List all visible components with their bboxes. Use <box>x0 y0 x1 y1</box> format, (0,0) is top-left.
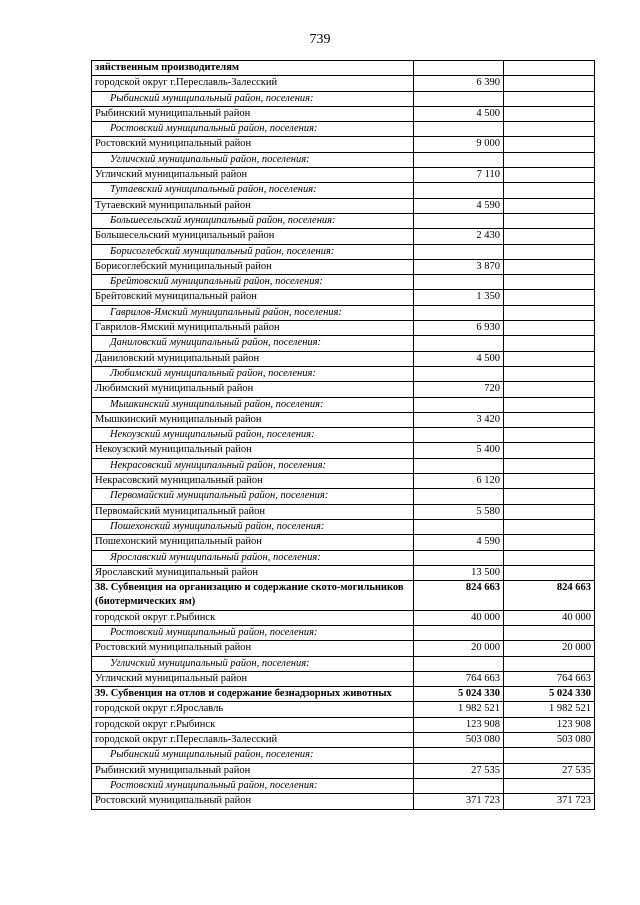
section-header-row <box>92 778 595 793</box>
value-cell-1 <box>414 550 504 565</box>
value-cell-2 <box>504 229 595 244</box>
value-cell-1 <box>414 91 504 106</box>
name-cell: Пошехонский муниципальный район, поселения: <box>92 519 414 534</box>
value-cell-2 <box>504 336 595 351</box>
name-cell: городской округ г.Рыбинск <box>92 717 414 732</box>
value-cell-1 <box>414 122 504 137</box>
name-cell: Борисоглебский муниципальный район, поселения: <box>92 244 414 259</box>
table-row <box>92 382 595 397</box>
name-cell: Тутаевский муниципальный район <box>92 198 414 213</box>
value-cell-2 <box>504 152 595 167</box>
value-cell-2 <box>504 305 595 320</box>
subvention-row <box>92 61 595 76</box>
value-cell-1: 720 <box>414 382 504 397</box>
name-cell: Рыбинский муниципальный район <box>92 763 414 778</box>
value-cell-1: 6 120 <box>414 474 504 489</box>
section-header-row <box>92 213 595 228</box>
section-header-row <box>92 122 595 137</box>
table-row <box>92 763 595 778</box>
value-cell-2 <box>504 321 595 336</box>
value-cell-1 <box>414 625 504 640</box>
section-header-row <box>92 748 595 763</box>
name-cell: Первомайский муниципальный район <box>92 504 414 519</box>
value-cell-1: 2 430 <box>414 229 504 244</box>
table-row <box>92 794 595 809</box>
value-cell-1: 20 000 <box>414 641 504 656</box>
name-cell: Пошехонский муниципальный район <box>92 535 414 550</box>
value-cell-2 <box>504 275 595 290</box>
value-cell-1 <box>414 458 504 473</box>
value-cell-1: 40 000 <box>414 610 504 625</box>
table-row <box>92 535 595 550</box>
value-cell-2 <box>504 550 595 565</box>
table-row <box>92 259 595 274</box>
value-cell-2: 27 535 <box>504 763 595 778</box>
name-cell: 38. Субвенция на организацию и содержание ското-могильников (биотермических ям) <box>92 581 414 611</box>
name-cell: Борисоглебский муниципальный район <box>92 259 414 274</box>
section-header-row <box>92 305 595 320</box>
value-cell-1: 824 663 <box>414 581 504 611</box>
value-cell-1: 371 723 <box>414 794 504 809</box>
value-cell-2 <box>504 382 595 397</box>
section-header-row <box>92 244 595 259</box>
table-row <box>92 168 595 183</box>
value-cell-2: 764 663 <box>504 671 595 686</box>
value-cell-2 <box>504 213 595 228</box>
table-row <box>92 565 595 580</box>
value-cell-2 <box>504 397 595 412</box>
name-cell: Угличский муниципальный район <box>92 671 414 686</box>
value-cell-2: 40 000 <box>504 610 595 625</box>
name-cell: Первомайский муниципальный район, поселения: <box>92 489 414 504</box>
value-cell-2: 123 908 <box>504 717 595 732</box>
table-row <box>92 229 595 244</box>
value-cell-1: 4 500 <box>414 351 504 366</box>
value-cell-1: 4 500 <box>414 106 504 121</box>
table-row <box>92 198 595 213</box>
subvention-row <box>92 581 595 611</box>
section-header-row <box>92 458 595 473</box>
name-cell: Некрасовский муниципальный район, поселения: <box>92 458 414 473</box>
name-cell: Рыбинский муниципальный район, поселения: <box>92 748 414 763</box>
value-cell-2 <box>504 351 595 366</box>
section-header-row <box>92 152 595 167</box>
value-cell-1 <box>414 778 504 793</box>
value-cell-1: 27 535 <box>414 763 504 778</box>
name-cell: Ростовский муниципальный район <box>92 794 414 809</box>
value-cell-1: 5 024 330 <box>414 687 504 702</box>
value-cell-2: 371 723 <box>504 794 595 809</box>
value-cell-1 <box>414 61 504 76</box>
table-row <box>92 321 595 336</box>
name-cell: Ростовский муниципальный район, поселения: <box>92 778 414 793</box>
value-cell-2: 824 663 <box>504 581 595 611</box>
name-cell: Ярославский муниципальный район <box>92 565 414 580</box>
value-cell-1: 5 580 <box>414 504 504 519</box>
name-cell: Ростовский муниципальный район, поселения: <box>92 122 414 137</box>
table-row <box>92 504 595 519</box>
value-cell-2: 5 024 330 <box>504 687 595 702</box>
value-cell-2 <box>504 458 595 473</box>
value-cell-1 <box>414 489 504 504</box>
value-cell-1: 9 000 <box>414 137 504 152</box>
table-row <box>92 443 595 458</box>
value-cell-1: 7 110 <box>414 168 504 183</box>
value-cell-2 <box>504 474 595 489</box>
name-cell: Угличский муниципальный район, поселения: <box>92 656 414 671</box>
table-row <box>92 137 595 152</box>
value-cell-2 <box>504 428 595 443</box>
value-cell-2 <box>504 198 595 213</box>
name-cell: Некоузский муниципальный район <box>92 443 414 458</box>
value-cell-2 <box>504 290 595 305</box>
value-cell-2 <box>504 625 595 640</box>
value-cell-2 <box>504 535 595 550</box>
table-row <box>92 641 595 656</box>
name-cell: Гаврилов-Ямский муниципальный район, поселения: <box>92 305 414 320</box>
value-cell-1 <box>414 244 504 259</box>
name-cell: Брейтовский муниципальный район, поселения: <box>92 275 414 290</box>
table-row <box>92 76 595 91</box>
section-header-row <box>92 275 595 290</box>
table-row <box>92 351 595 366</box>
section-header-row <box>92 489 595 504</box>
name-cell: Любимский муниципальный район, поселения: <box>92 366 414 381</box>
value-cell-2 <box>504 259 595 274</box>
value-cell-1: 764 663 <box>414 671 504 686</box>
section-header-row <box>92 366 595 381</box>
value-cell-1 <box>414 366 504 381</box>
subvention-row <box>92 687 595 702</box>
name-cell: Некрасовский муниципальный район <box>92 474 414 489</box>
name-cell: 39. Субвенция на отлов и содержание безнадзорных животных <box>92 687 414 702</box>
value-cell-1: 6 390 <box>414 76 504 91</box>
value-cell-2: 1 982 521 <box>504 702 595 717</box>
name-cell: Большесельский муниципальный район, поселения: <box>92 213 414 228</box>
value-cell-2 <box>504 61 595 76</box>
section-header-row <box>92 550 595 565</box>
value-cell-2 <box>504 76 595 91</box>
value-cell-2 <box>504 122 595 137</box>
value-cell-2 <box>504 366 595 381</box>
value-cell-2 <box>504 443 595 458</box>
name-cell: Тутаевский муниципальный район, поселения: <box>92 183 414 198</box>
name-cell: Гаврилов-Ямский муниципальный район <box>92 321 414 336</box>
value-cell-1 <box>414 213 504 228</box>
name-cell: Даниловский муниципальный район, поселения: <box>92 336 414 351</box>
value-cell-1: 1 350 <box>414 290 504 305</box>
value-cell-2 <box>504 748 595 763</box>
value-cell-2 <box>504 656 595 671</box>
value-cell-1: 13 500 <box>414 565 504 580</box>
section-header-row <box>92 336 595 351</box>
name-cell: городской округ г.Рыбинск <box>92 610 414 625</box>
name-cell: Рыбинский муниципальный район, поселения: <box>92 91 414 106</box>
value-cell-2 <box>504 778 595 793</box>
value-cell-2 <box>504 183 595 198</box>
name-cell: Угличский муниципальный район <box>92 168 414 183</box>
table-row <box>92 717 595 732</box>
table-row <box>92 412 595 427</box>
name-cell: Даниловский муниципальный район <box>92 351 414 366</box>
value-cell-1 <box>414 748 504 763</box>
name-cell: Ростовский муниципальный район, поселения: <box>92 625 414 640</box>
name-cell: зяйственным производителям <box>92 61 414 76</box>
value-cell-2 <box>504 565 595 580</box>
table-row <box>92 733 595 748</box>
value-cell-1: 123 908 <box>414 717 504 732</box>
name-cell: Угличский муниципальный район, поселения: <box>92 152 414 167</box>
value-cell-2 <box>504 244 595 259</box>
name-cell: городской округ г.Переславль-Залесский <box>92 76 414 91</box>
value-cell-1: 503 080 <box>414 733 504 748</box>
page-number: 739 <box>309 32 331 47</box>
section-header-row <box>92 656 595 671</box>
value-cell-2 <box>504 504 595 519</box>
value-cell-1: 6 930 <box>414 321 504 336</box>
value-cell-1 <box>414 656 504 671</box>
value-cell-2 <box>504 489 595 504</box>
value-cell-1 <box>414 183 504 198</box>
value-cell-2 <box>504 519 595 534</box>
value-cell-1: 1 982 521 <box>414 702 504 717</box>
value-cell-1 <box>414 519 504 534</box>
value-cell-1: 5 400 <box>414 443 504 458</box>
section-header-row <box>92 428 595 443</box>
name-cell: Рыбинский муниципальный район <box>92 106 414 121</box>
value-cell-1: 3 870 <box>414 259 504 274</box>
table-row <box>92 474 595 489</box>
section-header-row <box>92 625 595 640</box>
name-cell: Ярославский муниципальный район, поселения: <box>92 550 414 565</box>
value-cell-2 <box>504 91 595 106</box>
value-cell-2 <box>504 412 595 427</box>
name-cell: Мышкинский муниципальный район <box>92 412 414 427</box>
name-cell: Большесельский муниципальный район <box>92 229 414 244</box>
value-cell-2 <box>504 137 595 152</box>
name-cell: Брейтовский муниципальный район <box>92 290 414 305</box>
name-cell: городской округ г.Переславль-Залесский <box>92 733 414 748</box>
name-cell: Мышкинский муниципальный район, поселения: <box>92 397 414 412</box>
section-header-row <box>92 397 595 412</box>
section-header-row <box>92 183 595 198</box>
table-row <box>92 610 595 625</box>
value-cell-1 <box>414 428 504 443</box>
table-row <box>92 290 595 305</box>
table-body <box>92 61 595 810</box>
value-cell-2 <box>504 106 595 121</box>
value-cell-2 <box>504 168 595 183</box>
value-cell-2: 20 000 <box>504 641 595 656</box>
name-cell: Любимский муниципальный район <box>92 382 414 397</box>
value-cell-1: 3 420 <box>414 412 504 427</box>
value-cell-1: 4 590 <box>414 535 504 550</box>
section-header-row <box>92 519 595 534</box>
name-cell: Ростовский муниципальный район <box>92 641 414 656</box>
name-cell: Ростовский муниципальный район <box>92 137 414 152</box>
value-cell-1 <box>414 275 504 290</box>
value-cell-1: 4 590 <box>414 198 504 213</box>
value-cell-1 <box>414 397 504 412</box>
value-cell-1 <box>414 305 504 320</box>
name-cell: Некоузский муниципальный район, поселения: <box>92 428 414 443</box>
table-row <box>92 702 595 717</box>
value-cell-1 <box>414 336 504 351</box>
name-cell: городской округ г.Ярославль <box>92 702 414 717</box>
value-cell-2: 503 080 <box>504 733 595 748</box>
budget-table <box>91 60 595 810</box>
value-cell-1 <box>414 152 504 167</box>
table-row <box>92 671 595 686</box>
section-header-row <box>92 91 595 106</box>
table-row <box>92 106 595 121</box>
